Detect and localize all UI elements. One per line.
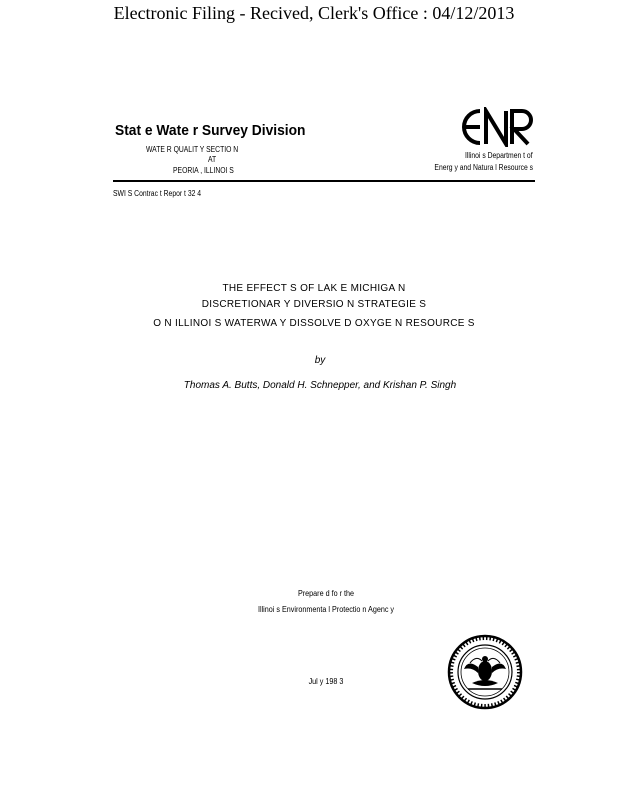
department-line-1: Illinoi s Departmen t of — [465, 151, 533, 160]
department-line-2: Energ y and Natura l Resource s — [434, 163, 533, 172]
report-title-line-3: O N ILLINOI S WATERWA Y DISSOLVE D OXYGE N RESOURCE S — [153, 318, 475, 329]
prepared-for-agency: Illinoi s Environmenta l Protectio n Agenc y — [257, 605, 395, 614]
enr-logo-icon — [462, 107, 534, 152]
prepared-for-label: Prepare d fo r the — [297, 589, 355, 598]
header-rule — [113, 180, 535, 182]
state-seal-icon — [446, 633, 524, 716]
section-line-2: AT — [208, 155, 217, 164]
filing-stamp: Electronic Filing - Recived, Clerk's Office : 04/12/2013 — [113, 3, 515, 23]
by-label: by — [314, 355, 326, 366]
authors: Thomas A. Butts, Donald H. Schnepper, and Krishan P. Singh — [183, 380, 457, 391]
section-line-3: PEORIA , ILLINOI S — [173, 166, 234, 175]
report-date: Jul y 198 3 — [308, 677, 344, 686]
contract-report-number: SWI S Contrac t Repor t 32 4 — [113, 189, 202, 198]
report-title-line-1: THE EFFECT S OF LAK E MICHIGA N — [222, 283, 406, 294]
report-title-line-2: DISCRETIONAR Y DIVERSIO N STRATEGIE S — [201, 299, 427, 310]
division-name: Stat e Wate r Survey Division — [115, 122, 306, 139]
section-line-1: WATE R QUALIT Y SECTIO N — [146, 145, 239, 154]
